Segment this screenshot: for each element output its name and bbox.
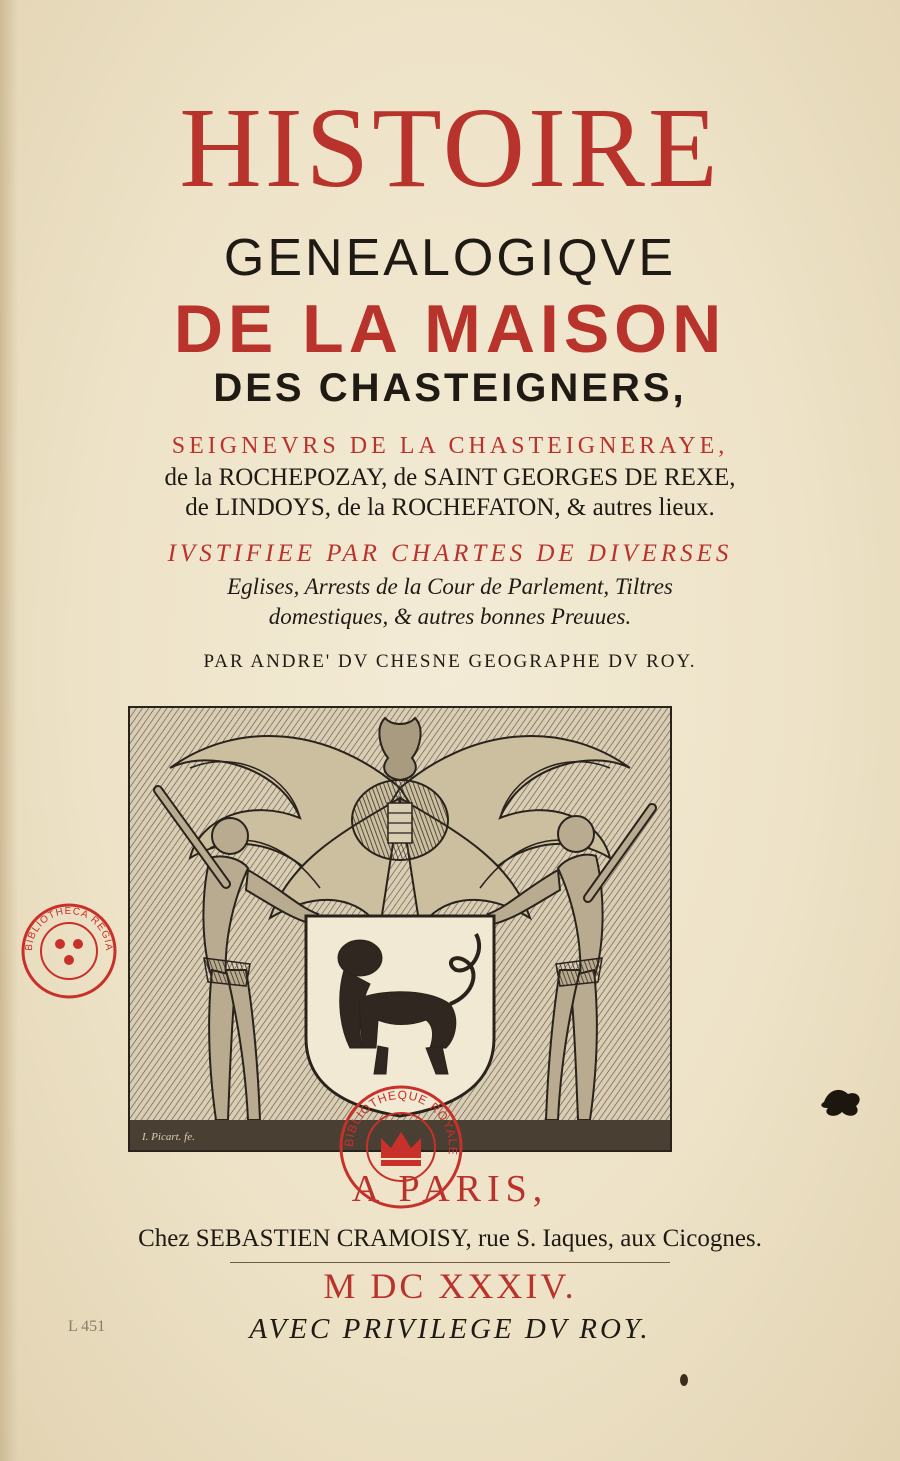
- imprint-rule: [230, 1262, 670, 1263]
- lords-line-1: SEIGNEVRS DE LA CHASTEIGNERAYE,: [171, 433, 729, 459]
- book-title: HISTOIRE: [179, 84, 721, 211]
- justification-line-2: Eglises, Arrests de la Cour de Parlement, Tiltres: [227, 574, 673, 599]
- crown-icon: [381, 1132, 421, 1166]
- justification-line-1: IVSTIFIEE PAR CHARTES DE DIVERSES: [167, 540, 733, 567]
- subtitle-de-la-maison: DE LA MAISON: [173, 291, 727, 367]
- fleur-de-lis-icon: [55, 939, 83, 965]
- engraver-signature: I. Picart. fe.: [142, 1131, 195, 1143]
- subtitle-chasteigners: DES CHASTEIGNERS,: [213, 366, 687, 410]
- privilege-line: AVEC PRIVILEGE DV ROY.: [249, 1313, 651, 1345]
- subtitle-genealogique: GENEALOGIQVE: [223, 229, 677, 287]
- center-stamp-text: BIBLIOTHEQUE ROYALE: [341, 1087, 461, 1157]
- library-stamp-center: [336, 1082, 466, 1212]
- imprint-publisher: Chez SEBASTIEN CRAMOISY, rue S. Iaques, aux Cicognes.: [138, 1225, 762, 1252]
- imprint-year: M DC XXXIV.: [323, 1266, 577, 1306]
- left-stamp-text: BIBLIOTHECA REGIA: [23, 905, 115, 952]
- library-stamp-left: [20, 902, 118, 1000]
- shelfmark: L 451: [68, 1318, 106, 1335]
- lords-line-3: de LINDOYS, de la ROCHEFATON, & autres lieux.: [185, 494, 715, 521]
- imprint-place: A PARIS,: [351, 1168, 549, 1210]
- lords-line-2: de la ROCHEPOZAY, de SAINT GEORGES DE REXE,: [164, 464, 736, 491]
- justification-line-3: domestiques, & autres bonnes Preuues.: [268, 604, 632, 629]
- ink-dot: [680, 1374, 688, 1386]
- ink-blot-icon: [818, 1082, 864, 1122]
- author-line: PAR ANDRE' DV CHESNE GEOGRAPHE DV ROY.: [203, 651, 697, 672]
- svg-text:BIBLIOTHECA REGIA: [24, 906, 114, 952]
